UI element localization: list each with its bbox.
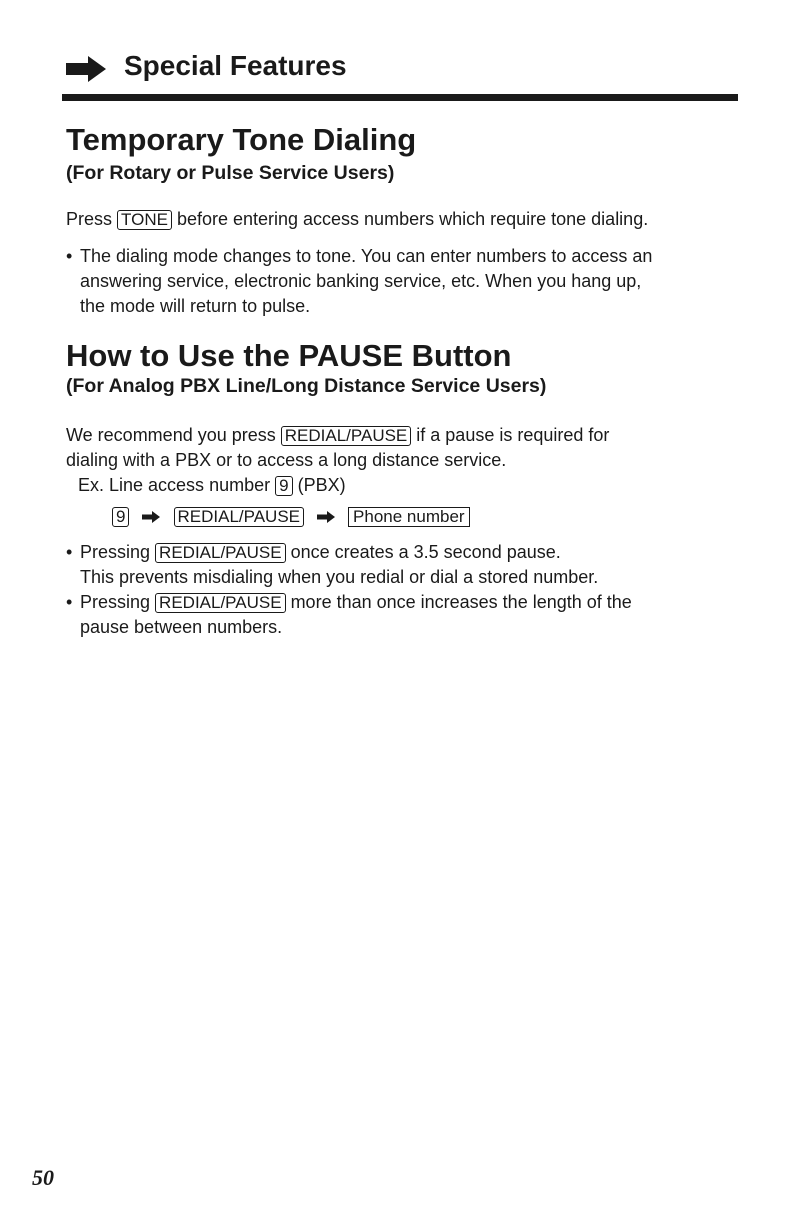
bullet-line: the mode will return to pulse. [80, 296, 311, 316]
text: Pressing [80, 542, 156, 562]
bullet-line: The dialing mode changes to tone. You can enter numbers to access an [80, 246, 653, 266]
section1-bullet [66, 244, 653, 319]
right-arrow-icon [66, 56, 106, 82]
section2-title: How to Use the PAUSE Button [66, 338, 512, 373]
text: Ex. Line access number [78, 475, 276, 495]
section2-subtitle: (For Analog PBX Line/Long Distance Service Users) [66, 375, 547, 397]
text: more than once increases the length of the [285, 592, 632, 612]
header-divider [62, 94, 738, 101]
section2-bullet-1 [66, 540, 599, 590]
paragraph-line [66, 423, 609, 448]
bullet-line [80, 590, 632, 615]
page-number: 50 [32, 1165, 54, 1190]
section2-paragraph [66, 423, 609, 473]
phone-number-box: Phone number [348, 507, 470, 527]
section2-bullet-2 [66, 590, 632, 640]
bullet-dot: • [66, 246, 73, 266]
text: We recommend you press [66, 425, 281, 445]
text: before entering access numbers which require tone dialing. [171, 209, 649, 229]
text: (PBX) [292, 475, 346, 495]
bullet-dot: • [66, 542, 73, 562]
bullet-line [80, 540, 598, 565]
section1-title: Temporary Tone Dialing [66, 122, 417, 157]
section1-paragraph [66, 207, 648, 232]
right-arrow-icon [142, 511, 160, 523]
key-sequence [112, 504, 470, 529]
redial-pause-key: REDIAL/PAUSE [155, 593, 286, 613]
section1-subtitle: (For Rotary or Pulse Service Users) [66, 162, 395, 184]
redial-pause-key: REDIAL/PAUSE [174, 507, 305, 527]
text: if a pause is required for [411, 425, 610, 445]
text: once creates a 3.5 second pause. [285, 542, 561, 562]
redial-pause-key: REDIAL/PAUSE [281, 426, 412, 446]
nine-key: 9 [275, 476, 292, 496]
tone-key: TONE [117, 210, 172, 230]
section-header-title: Special Features [124, 50, 347, 81]
right-arrow-icon [317, 511, 335, 523]
paragraph-line: dialing with a PBX or to access a long distance service. [66, 450, 507, 470]
bullet-line: answering service, electronic banking service, etc. When you hang up, [80, 271, 642, 291]
bullet-line: This prevents misdialing when you redial or dial a stored number. [80, 567, 599, 587]
example-line [78, 473, 346, 498]
bullet-dot: • [66, 592, 73, 612]
redial-pause-key: REDIAL/PAUSE [155, 543, 286, 563]
bullet-line: pause between numbers. [80, 617, 283, 637]
nine-key: 9 [112, 507, 129, 527]
text: Press [66, 209, 118, 229]
text: Pressing [80, 592, 156, 612]
